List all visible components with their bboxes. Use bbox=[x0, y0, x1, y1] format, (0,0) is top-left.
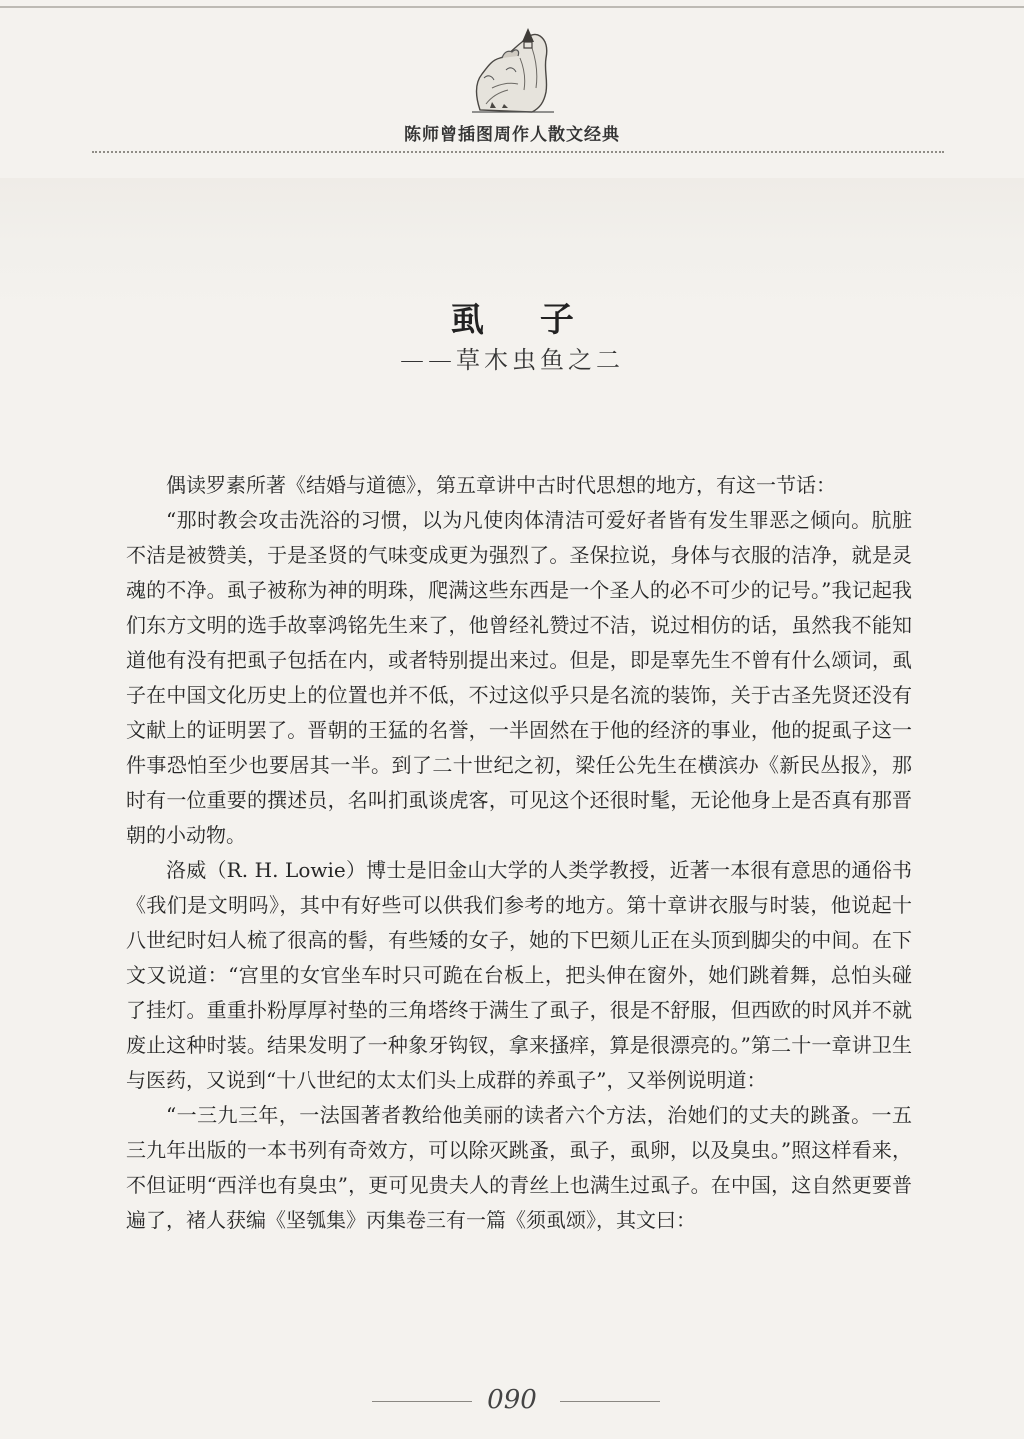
top-edge-rule bbox=[0, 6, 1024, 8]
page-number: 090 bbox=[487, 1385, 537, 1415]
essay-title: 虱 子 bbox=[450, 300, 596, 340]
paragraph: “那时教会攻击洗浴的习惯，以为凡使肉体清洁可爱好者皆有发生罪恶之倾向。肮脏不洁是被赞美，于是圣贤的气味变成更为强烈了。圣保拉说，身体与衣服的洁净，就是灵魂的不净。虱子被称为神的明珠，爬满这些东西是一个圣人的必不可少的记号。”我记起我们东方文明的选手故辜鸿铭先生来了，他曾经礼赞过不洁，说过相仿的话，虽然我不能知道他有没有把虱子包括在内，或者特别提出来过。但是，即是辜先生不曾有什么颂词，虱子在中国文化历史上的位置也并不低，不过这似乎只是名流的装饰，关于古圣先贤还没有文献上的证明罢了。晋朝的王猛的名誉，一半固然在于他的经济的事业，他的捉虱子这一件事恐怕至少也要居其一半。到了二十世纪之初，梁任公先生在横滨办《新民丛报》，那时有一位重要的撰述员，名叫扪虱谈虎客，可见这个还很时髦，无论他身上是否真有那晋朝的小动物。 bbox=[126, 508, 912, 847]
essay-body bbox=[126, 468, 912, 1238]
header-dotted-rule bbox=[92, 151, 944, 153]
series-title: 陈师曾插图周作人散文经典 bbox=[404, 125, 620, 145]
paragraph: 洛威（R. H. Lowie）博士是旧金山大学的人类学教授，近著一本很有意思的通俗书《我们是文明吗》，其中有好些可以供我们参考的地方。第十章讲衣服与时装，他说起十八世纪时妇人梳了很高的髻，有些矮的女子，她的下巴颏儿正在头顶到脚尖的中间。在下文又说道：“宫里的女官坐车时只可跪在台板上，把头伸在窗外，她们跳着舞，总怕头碰了挂灯。重重扑粉厚厚衬垫的三角塔终于满生了虱子，很是不舒服，但西欧的时风并不就废止这种时装。结果发明了一种象牙钩钗，拿来搔痒，算是很漂亮的。”第二十一章讲卫生与医药，又说到“十八世纪的太太们头上成群的养虱子”，又举例说明道： bbox=[126, 858, 912, 1092]
paragraph: “一三九三年，一法国著者教给他美丽的读者六个方法，治她们的丈夫的跳蚤。一五三九年出版的一本书列有奇效方，可以除灭跳蚤，虱子，虱卵，以及臭虫。”照这样看来，不但证明“西洋也有臭虫”，更可见贵夫人的青丝上也满生过虱子。在中国，这自然更要普遍了，褚人获编《坚瓠集》丙集卷三有一篇《须虱颂》，其文曰： bbox=[126, 1103, 912, 1232]
pavilion-rock-illustration-icon bbox=[462, 18, 562, 118]
page-footer bbox=[0, 1385, 1024, 1415]
footer-rule-right bbox=[560, 1401, 660, 1402]
paragraph: 偶读罗素所著《结婚与道德》，第五章讲中古时代思想的地方，有这一节话： bbox=[166, 473, 836, 497]
essay-subtitle: ——草木虫鱼之二 bbox=[400, 346, 624, 374]
